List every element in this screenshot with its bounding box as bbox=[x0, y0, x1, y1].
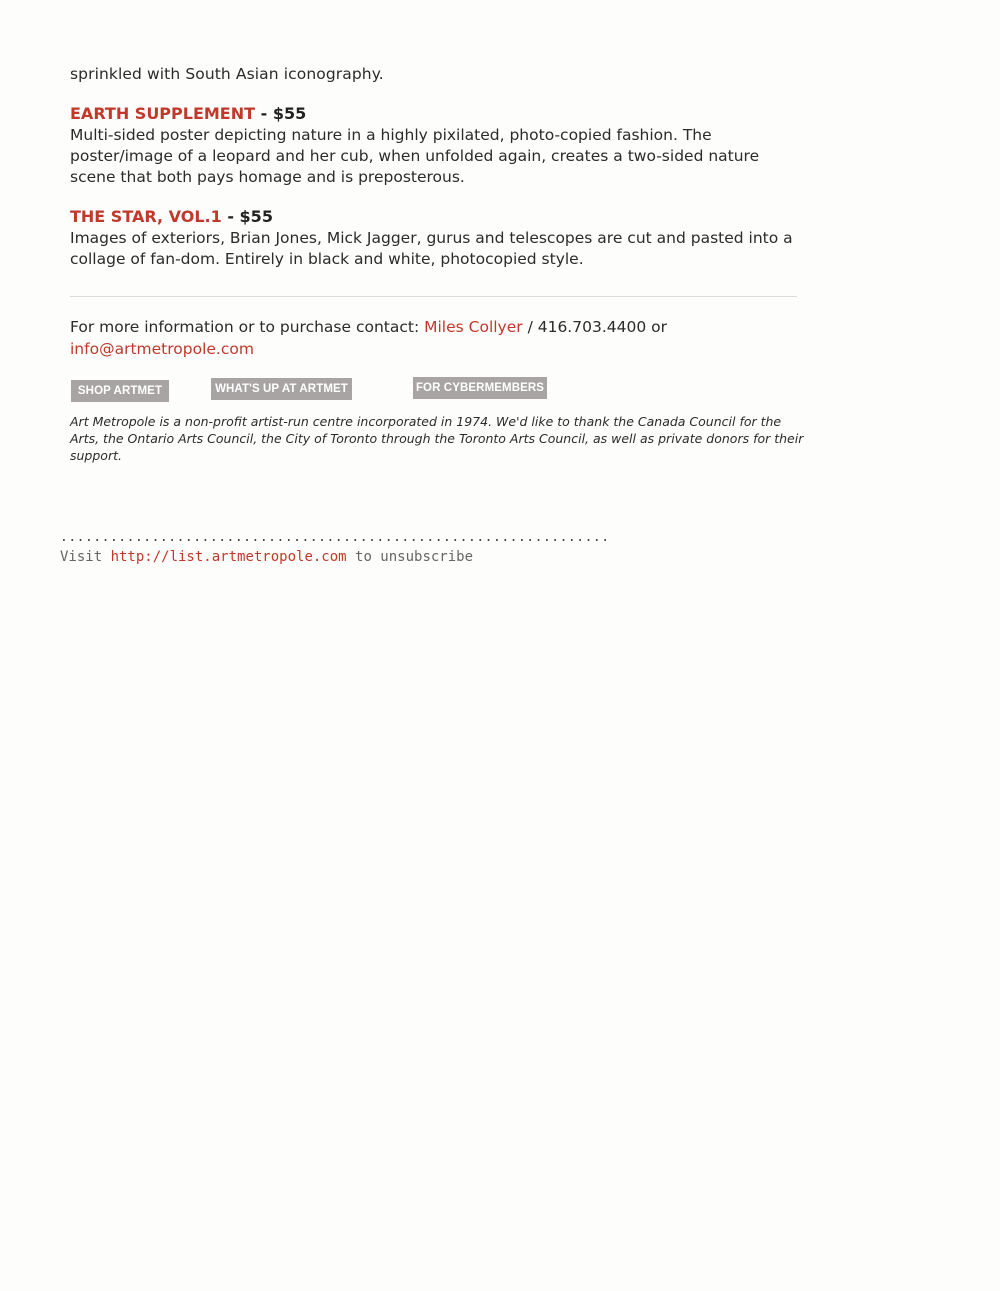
cybermembers-button[interactable]: FOR CYBERMEMBERS bbox=[413, 377, 547, 399]
contact-info bbox=[70, 316, 800, 360]
unsubscribe-visit: Visit bbox=[60, 549, 111, 565]
catalog-item-earth-supplement bbox=[70, 103, 800, 188]
item-description: Images of exteriors, Brian Jones, Mick Jagger, gurus and telescopes are cut and pasted into a collage of fan-dom. Entirely in black and white, photocopied style. bbox=[70, 229, 793, 268]
unsubscribe-line bbox=[60, 549, 473, 565]
catalog-content bbox=[70, 64, 800, 270]
contact-prefix: For more information or to purchase contact: bbox=[70, 318, 425, 336]
whats-up-button[interactable]: WHAT'S UP AT ARTMET bbox=[211, 378, 352, 400]
item-separator: - bbox=[255, 104, 273, 123]
shop-artmet-button[interactable]: SHOP ARTMET bbox=[71, 380, 169, 402]
item-separator: - bbox=[221, 207, 240, 226]
intro-tail-text: sprinkled with South Asian iconography. bbox=[70, 65, 384, 83]
funding-note: Art Metropole is a non-profit artist-run centre incorporated in 1974. We'd like to thank the Canada Council for the Arts, the Ontario Arts Council, the City of Toronto through the Toronto Arts Council, as well as private donors for their support. bbox=[70, 414, 804, 463]
dotted-separator: .................................................................. bbox=[60, 530, 610, 545]
item-price: $55 bbox=[239, 207, 273, 226]
contact-name-link[interactable]: Miles Collyer bbox=[424, 318, 523, 336]
contact-phone: / 416.703.4400 or bbox=[522, 318, 667, 336]
contact-email-link[interactable]: info@artmetropole.com bbox=[70, 340, 254, 358]
section-divider bbox=[70, 296, 797, 297]
unsubscribe-link[interactable]: http://list.artmetropole.com bbox=[110, 549, 347, 565]
item-heading bbox=[70, 206, 800, 228]
item-title[interactable]: EARTH SUPPLEMENT bbox=[70, 104, 256, 123]
item-heading bbox=[70, 103, 800, 125]
item-title[interactable]: THE STAR, VOL.1 bbox=[70, 207, 222, 226]
catalog-item-the-star bbox=[70, 206, 800, 270]
item-description: Multi-sided poster depicting nature in a highly pixilated, photo-copied fashion. The poster/image of a leopard and her cub, when unfolded again, creates a two-sided nature scene that both pays homage and is preposterous. bbox=[70, 126, 760, 186]
item-price: $55 bbox=[272, 104, 307, 123]
unsubscribe-suffix: to unsubscribe bbox=[346, 549, 474, 565]
